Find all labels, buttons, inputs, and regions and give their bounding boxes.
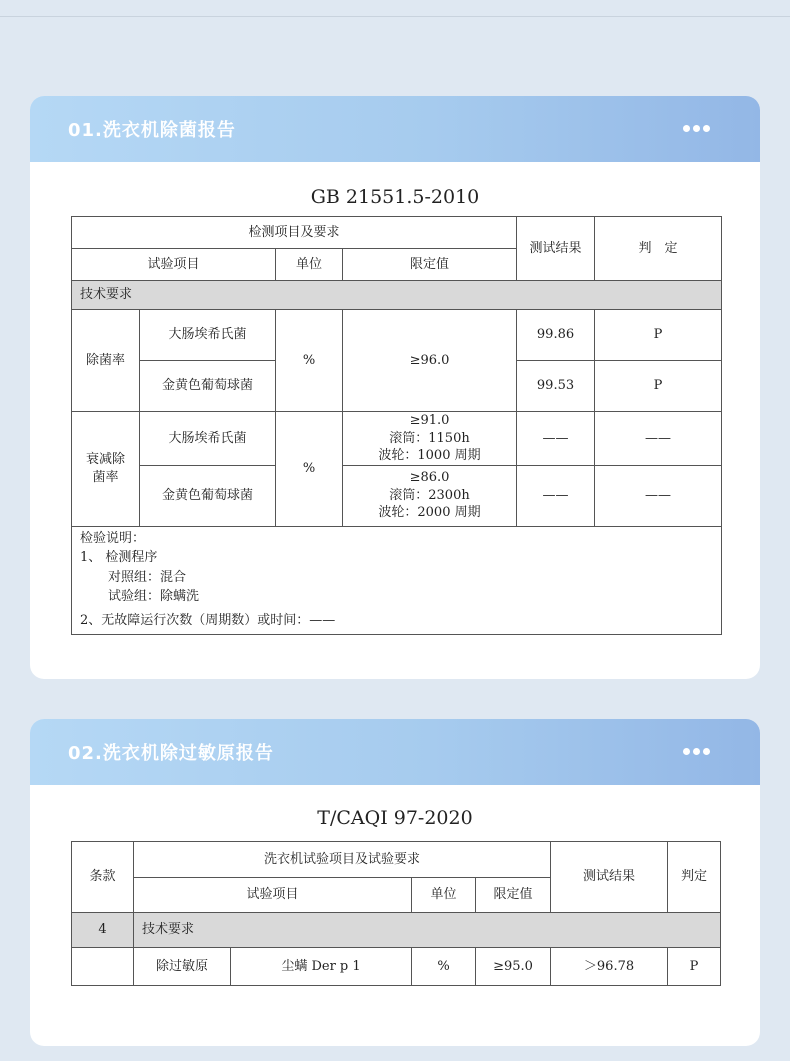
col-item-header: 试验项目 (134, 878, 412, 913)
judge-cell: —— (595, 412, 722, 466)
more-dots-icon (683, 748, 710, 755)
item-cell: 大肠埃希氏菌 (140, 310, 276, 361)
result-cell: 99.53 (517, 361, 595, 412)
col-clause-header: 条款 (72, 842, 134, 913)
category-cell: 衰减除 菌率 (72, 412, 140, 527)
result-cell: —— (517, 412, 595, 466)
col-unit-header: 单位 (276, 249, 343, 281)
result-cell: ＞96.78 (551, 948, 668, 986)
result-cell: —— (517, 465, 595, 526)
category-cell: 除菌率 (72, 310, 140, 412)
judge-cell: P (595, 361, 722, 412)
card-title: 01.洗衣机除菌报告 (68, 120, 236, 141)
clause-cell (72, 948, 134, 986)
unit-cell: % (412, 948, 476, 986)
card-header (30, 96, 760, 162)
more-dots-icon (683, 125, 710, 132)
col-limit-header: 限定值 (476, 878, 551, 913)
col-item-header: 试验项目 (72, 249, 276, 281)
allergen-report-card (30, 719, 760, 1046)
judge-cell: P (668, 948, 721, 986)
allergen-table (71, 841, 721, 986)
col-unit-header: 单位 (412, 878, 476, 913)
result-header: 测试结果 (551, 842, 668, 913)
limit-cell: ≥91.0 滚筒：1150h 波轮：1000 周期 (343, 412, 517, 466)
limit-cell: ≥96.0 (343, 310, 517, 412)
unit-cell: % (276, 412, 343, 527)
top-divider (0, 16, 790, 17)
group-header: 检测项目及要求 (72, 217, 517, 249)
item-cell: 除过敏原 (134, 948, 231, 986)
unit-cell: % (276, 310, 343, 412)
item-cell: 大肠埃希氏菌 (140, 412, 276, 466)
sterilization-table (71, 216, 722, 635)
result-cell: 99.86 (517, 310, 595, 361)
item-cell: 金黄色葡萄球菌 (140, 361, 276, 412)
clause-number: 4 (72, 913, 134, 948)
tech-req-row: 技术要求 (134, 913, 721, 948)
limit-cell: ≥86.0 滚筒：2300h 波轮：2000 周期 (343, 465, 517, 526)
sterilization-report-card (30, 96, 760, 679)
sub-item-cell: 尘螨 Der p 1 (231, 948, 412, 986)
judge-cell: —— (595, 465, 722, 526)
tech-req-row: 技术要求 (72, 281, 722, 310)
limit-cell: ≥95.0 (476, 948, 551, 986)
card-header (30, 719, 760, 785)
standard-code: GB 21551.5-2010 (310, 186, 480, 208)
inspection-notes: 检验说明： 1、 检测程序 对照组：混合 试验组：除螨洗 2、无故障运行次数（周期数）或时间：—— (72, 526, 722, 634)
group-header: 洗衣机试验项目及试验要求 (134, 842, 551, 878)
item-cell: 金黄色葡萄球菌 (140, 465, 276, 526)
judge-header: 判 定 (595, 217, 722, 281)
judge-cell: P (595, 310, 722, 361)
judge-header: 判定 (668, 842, 721, 913)
result-header: 测试结果 (517, 217, 595, 281)
standard-code: T/CAQI 97-2020 (317, 807, 473, 829)
card-title: 02.洗衣机除过敏原报告 (68, 743, 274, 764)
col-limit-header: 限定值 (343, 249, 517, 281)
